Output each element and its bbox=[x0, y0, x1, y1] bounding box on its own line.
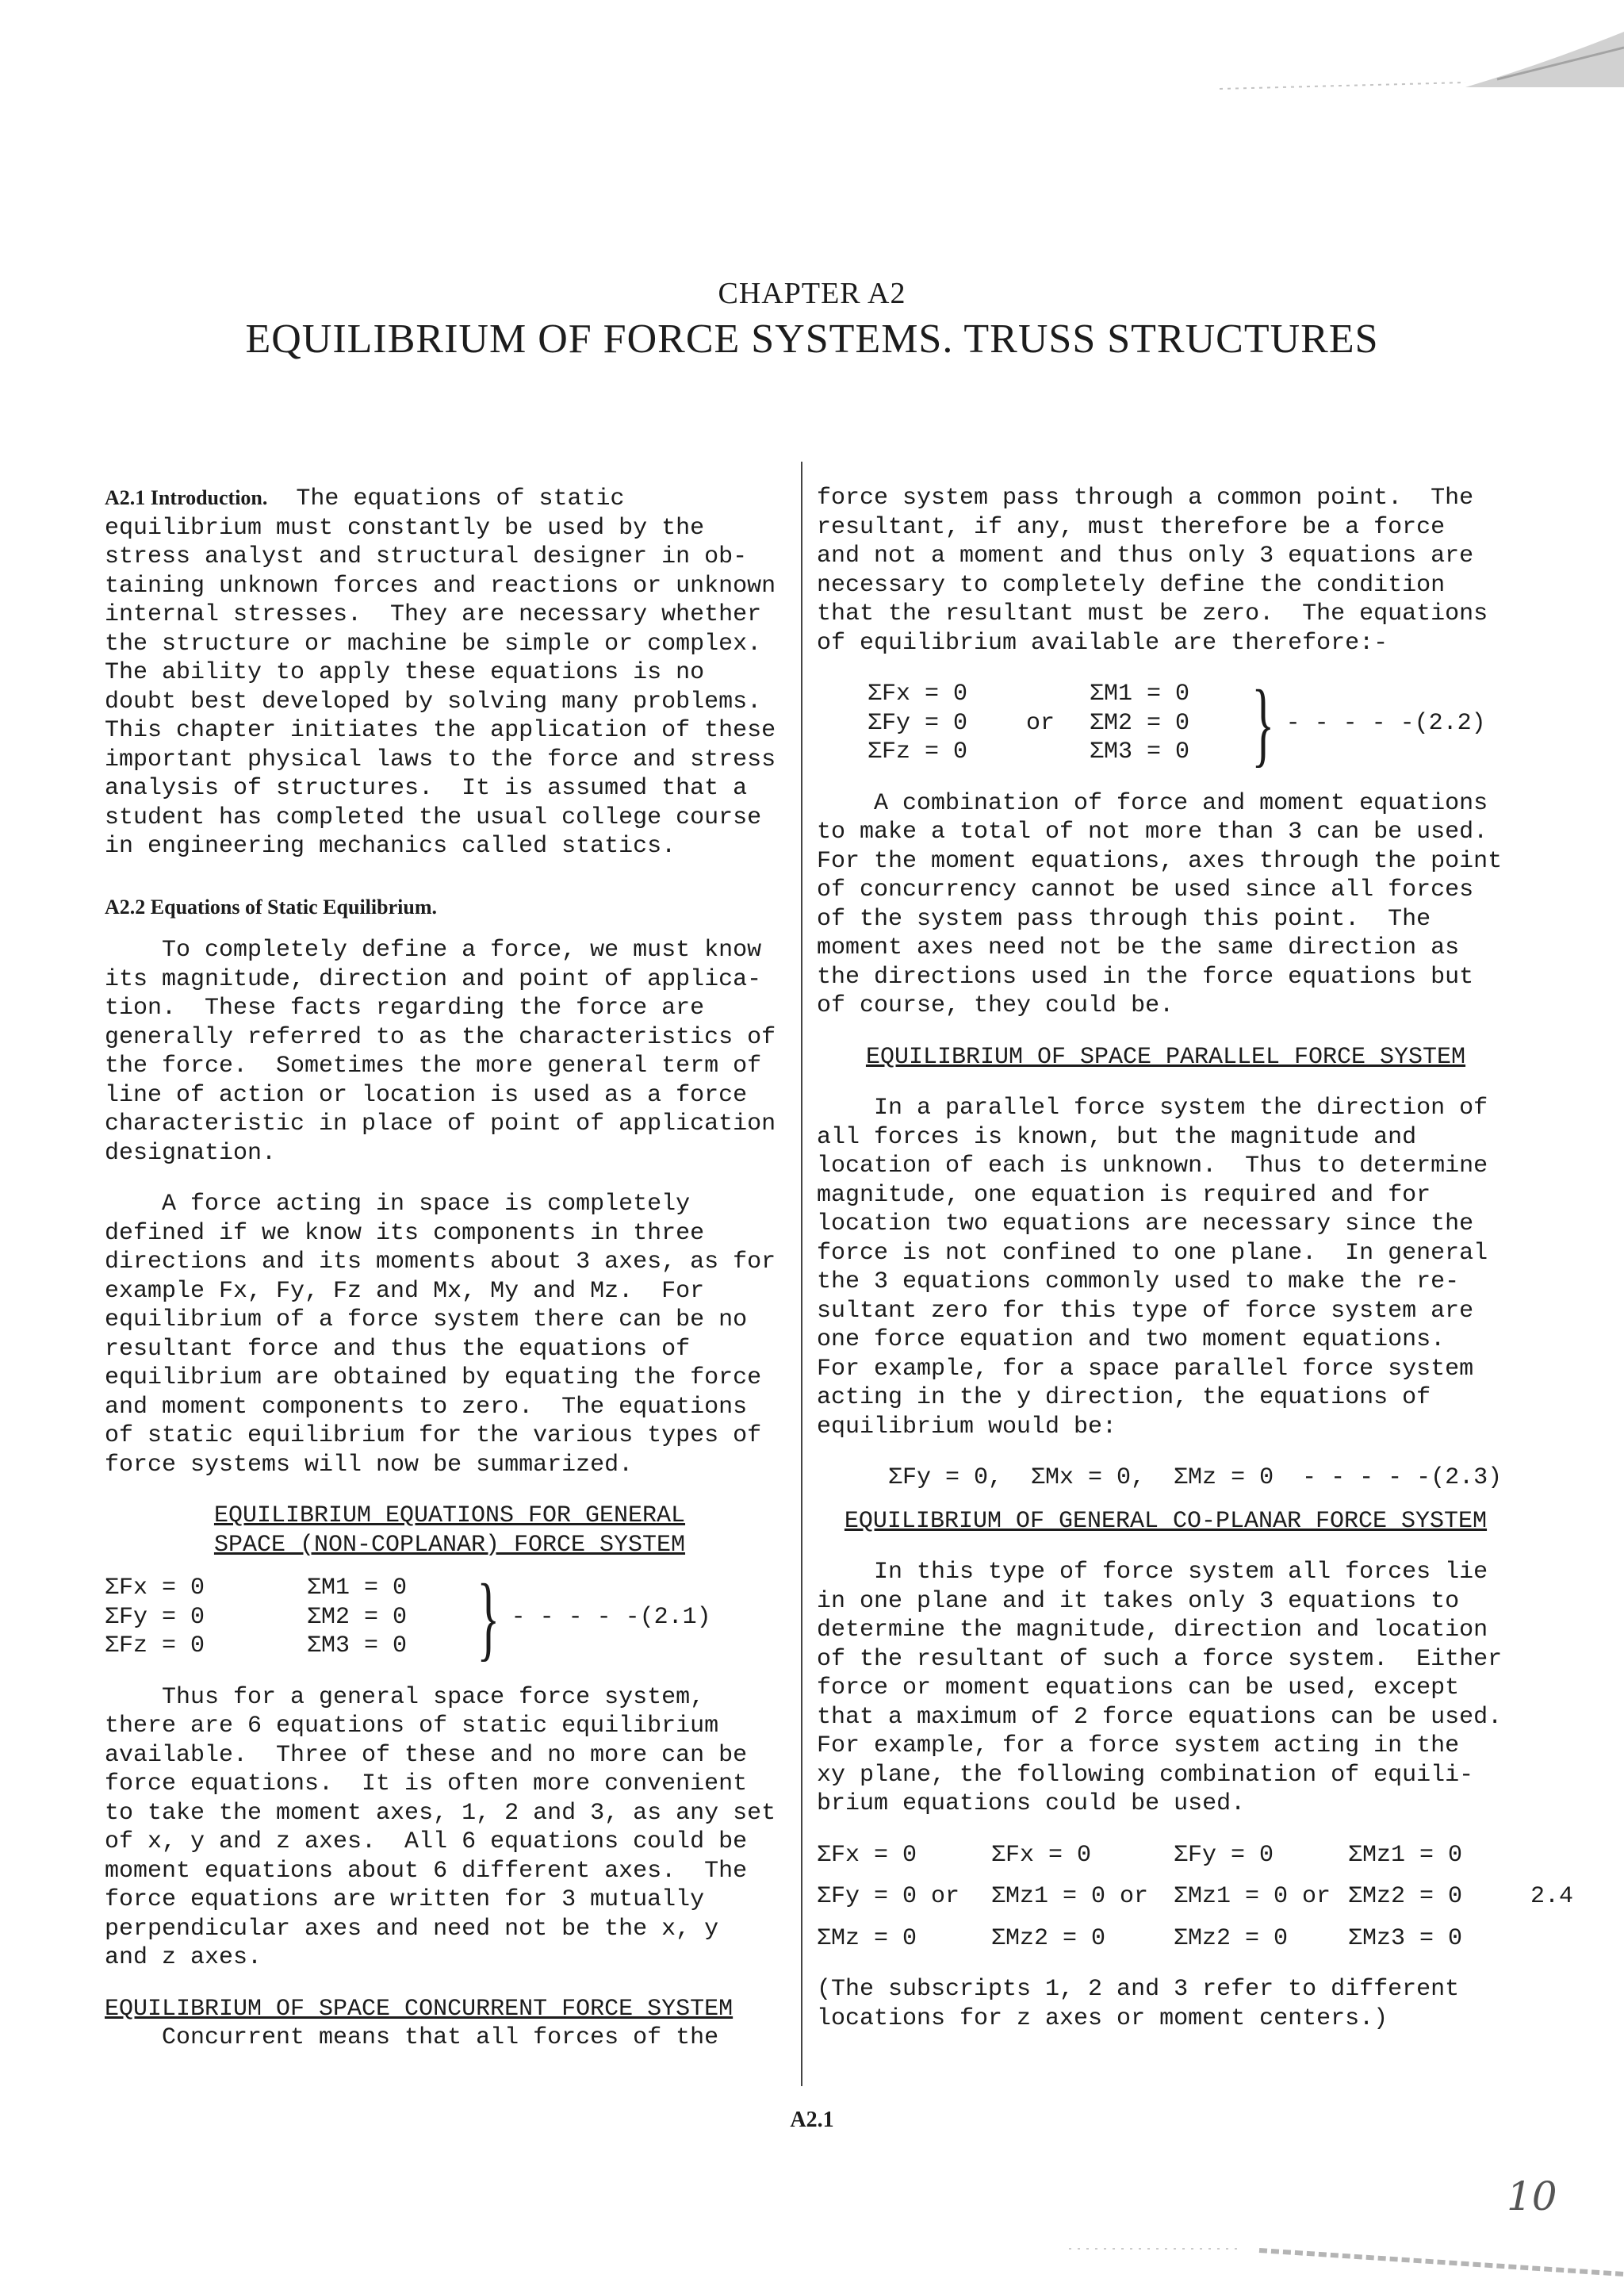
concurrent-first-line: Concurrent means that all forces of the bbox=[105, 2024, 719, 2051]
equation-label: 2.4 bbox=[1530, 1883, 1574, 1910]
section-heading-static-equilibrium: A2.2 Equations of Static Equilibrium. bbox=[105, 895, 437, 919]
note-subscripts: (The subscripts 1, 2 and 3 refer to different locations for z axes or moment centers.) bbox=[817, 1976, 1460, 2032]
paragraph-concurrent-continued: force system pass through a common point. The resultant, if any, must therefore be a force and not a moment and thus only 3 equations are necessary to completely define the condition that the resultant must be zero. The equations of equilibrium available are therefore:- bbox=[817, 485, 1488, 657]
moment-equations: ΣM1 = 0 ΣM2 = 0 ΣM3 = 0 bbox=[1090, 681, 1190, 765]
section-heading-introduction: A2.1 Introduction. bbox=[105, 486, 268, 509]
right-brace: } bbox=[1251, 669, 1275, 776]
left-column bbox=[105, 484, 795, 2053]
or-label: or bbox=[1026, 709, 1055, 737]
handwritten-page-mark: 10 bbox=[1507, 2173, 1557, 2219]
equation-2-4: ΣFx = 0 ΣFx = 0 ΣFy = 0 ΣMz1 = 0 ΣFy = 0 or ΣMz1 = 0 or ΣMz1 = 0 or ΣMz2 = 0 2.4 ΣMz = 0 ΣMz2 = 0 ΣMz2 = 0 ΣMz3 = 0 bbox=[817, 1841, 1574, 1952]
equation-2-1 bbox=[105, 1563, 795, 1670]
intro-paragraph: equilibrium must constantly be used by the stress analyst and structural designer in ob- taining unknown forces and reactions or unknown internal stresses. They are necessary whether the structure or machine be simple or complex. The ability to apply these equations is no doubt best developed by solving many problems. This chapter initiates the application of these important physical laws to the force and stress analysis of structures. It is assumed that a student has completed the usual college course in engineering mechanics called statics. bbox=[105, 514, 776, 860]
force-equations: ΣFx = 0 ΣFy = 0 ΣFz = 0 bbox=[868, 681, 968, 765]
scan-noise-top bbox=[1021, 0, 1624, 95]
right-brace: } bbox=[477, 1563, 500, 1670]
paragraph-coplanar-force-system: In this type of force system all forces lie in one plane and it takes only 3 equations to determine the magnitude, direction and location of the resultant of such a force system. Either force or moment equations can be used, except that a maximum of 2 force equations can be used. For example, for a force system acting in the xy plane, the following combination of equili- brium equations could be used. bbox=[817, 1559, 1503, 1817]
page-number: A2.1 bbox=[790, 2108, 834, 2132]
chapter-title: EQUILIBRIUM OF FORCE SYSTEMS. TRUSS STRUCTURES bbox=[245, 316, 1379, 362]
heading-coplanar-force-system: EQUILIBRIUM OF GENERAL CO-PLANAR FORCE SYSTEM bbox=[844, 1507, 1488, 1535]
paragraph-force-in-space: A force acting in space is completely defined if we know its components in three directions and its moments about 3 axes, as for example Fx, Fy, Fz and Mx, My and Mz. For equilibrium of a force system there can be no resultant force and thus the equations of equilibrium are obtained by equating the force and moment components to zero. The equations of static equilibrium for the various types of force systems will now be summarized. bbox=[105, 1191, 776, 1479]
heading-space-concurrent-force-system: EQUILIBRIUM OF SPACE CONCURRENT FORCE SYSTEM bbox=[105, 1995, 733, 2023]
equation-label: - - - - -(2.2) bbox=[1285, 709, 1486, 737]
right-column bbox=[817, 484, 1574, 2033]
paragraph-general-space-summary: Thus for a general space force system, there are 6 equations of static equilibrium available. Three of these and no more can be force equations. It is often more convenient to take the moment axes, 1, 2 and 3, as any set of x, y and z axes. All 6 equations could be moment equations about 6 different axes. The force equations are written for 3 mutually perpendicular axes and need not be the x, y and z axes. bbox=[105, 1683, 776, 1971]
equation-label: - - - - -(2.1) bbox=[511, 1603, 711, 1631]
force-equations: ΣFx = 0 ΣFy = 0 ΣFz = 0 bbox=[105, 1575, 205, 1659]
paragraph-force-moment-combination: A combination of force and moment equations to make a total of not more than 3 can be used. For the moment equations, axes through the point of concurrency cannot be used since all forces of the system pass through this point. The moment axes need not be the same direction as the directions used in the force equations but of course, they could be. bbox=[817, 789, 1503, 1019]
paragraph-force-definition: To completely define a force, we must know its magnitude, direction and point of applica- tion. These facts regarding the force are generally referred to as the characteristics of the force. Sometimes the more general term of line of action or location is used as a force characteristic in place of point of application designation. bbox=[105, 937, 776, 1167]
paragraph-parallel-force-system: In a parallel force system the direction of all forces is known, but the magnitude and location of each is unknown. Thus to determine magnitude, one equation is required and for location two equations are necessary since the force is not confined to one plane. In general the 3 equations commonly used to make the re- sultant zero for this type of force system are one force equation and two moment equations. For example, for a space parallel force system acting in the y direction, the equations of equilibrium would be: bbox=[817, 1095, 1488, 1440]
heading-general-space-force-system: EQUILIBRIUM EQUATIONS FOR GENERAL SPACE (NON-COPLANAR) FORCE SYSTEM bbox=[213, 1502, 686, 1559]
intro-first-line: A2.1 Introduction. The equations of static bbox=[105, 485, 625, 512]
scan-noise-bottom bbox=[990, 2242, 1624, 2290]
equation-2-3: ΣFy = 0, ΣMx = 0, ΣMz = 0 - - - - -(2.3) bbox=[888, 1464, 1503, 1491]
column-divider bbox=[801, 462, 802, 2086]
heading-space-parallel-force-system: EQUILIBRIUM OF SPACE PARALLEL FORCE SYSTEM bbox=[865, 1043, 1466, 1071]
equation-2-2 bbox=[817, 669, 1515, 776]
chapter-label: CHAPTER A2 bbox=[718, 277, 906, 310]
moment-equations: ΣM1 = 0 ΣM2 = 0 ΣM3 = 0 bbox=[307, 1575, 408, 1659]
